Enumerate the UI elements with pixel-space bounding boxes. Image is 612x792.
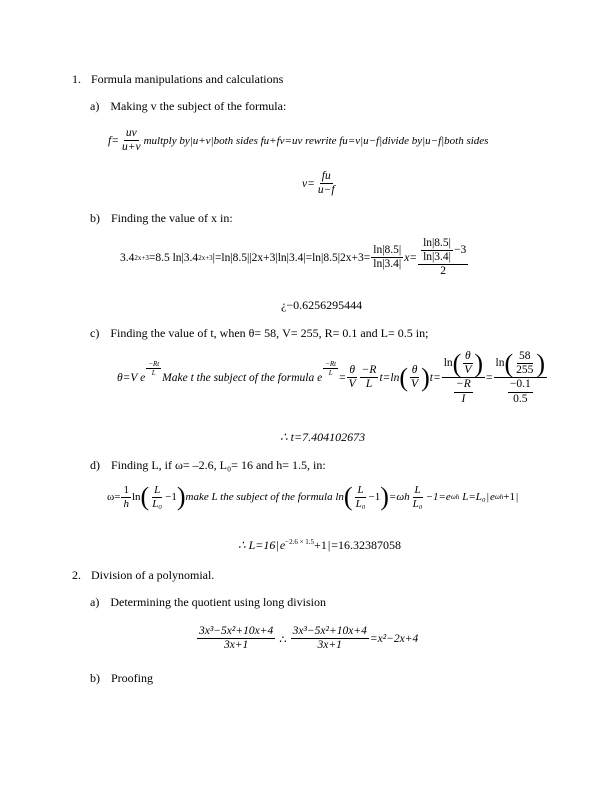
item-1a-heading bbox=[90, 99, 286, 114]
eq-text: x= bbox=[404, 251, 418, 264]
item-label: d) bbox=[90, 458, 100, 472]
item-label: b) bbox=[90, 211, 100, 225]
exponent-fraction bbox=[323, 360, 338, 377]
fraction bbox=[291, 625, 369, 652]
result-text: +1 bbox=[314, 538, 327, 552]
equation-1a-1 bbox=[108, 127, 488, 154]
item-1d-heading bbox=[90, 458, 326, 473]
eq-text: ω= bbox=[107, 491, 121, 504]
item-1c-heading bbox=[90, 326, 428, 341]
item-label: a) bbox=[90, 99, 100, 113]
numerator: −R bbox=[360, 364, 379, 378]
numerator: ln|8.5| bbox=[421, 237, 453, 251]
denominator: ln|3.4| bbox=[423, 251, 451, 264]
denominator: V bbox=[348, 378, 356, 391]
item-text: Finding the value of x in: bbox=[111, 211, 233, 225]
item-2a-heading bbox=[90, 595, 326, 610]
denominator: L bbox=[365, 378, 373, 391]
eq-text: −1 bbox=[165, 491, 177, 504]
denominator: L₀ bbox=[355, 497, 366, 510]
eq-text: ln bbox=[495, 357, 505, 370]
eq-text: t= bbox=[429, 371, 441, 384]
numerator: θ bbox=[463, 350, 473, 364]
equation-1a-2 bbox=[302, 170, 338, 197]
equation-1b-1 bbox=[120, 237, 469, 279]
exponent: ωh bbox=[494, 493, 504, 502]
numerator: −0.1 bbox=[508, 378, 533, 392]
fraction bbox=[411, 484, 425, 510]
denominator: L bbox=[328, 369, 333, 378]
numerator: θ bbox=[410, 364, 420, 378]
item-text: Determining the quotient using long division bbox=[110, 595, 326, 609]
fraction bbox=[409, 364, 420, 391]
equation-1c: θ=V e $\frac{-Rt}{L}$ Make t the subject of the formula e $\frac{-Rt}{L}$ = $\frac{\theta}{V}$ $\frac{-R}{L}$ t=ln ( $\frac{\theta}{V}$ ) t= ln ( $\frac{\theta}{V}$ ) $\frac{-R}{I}$ = ln ( $\frac{58}{255}$ ) $\frac{-0.1}{0.5}$ bbox=[117, 348, 546, 405]
result-1b bbox=[281, 298, 362, 313]
denominator: 0.5 bbox=[513, 392, 528, 405]
equation-2a bbox=[196, 625, 418, 652]
eq-text: t=ln bbox=[379, 371, 400, 384]
section-number: 1. bbox=[72, 72, 81, 86]
eq-text: +1 bbox=[503, 491, 516, 504]
numerator: L bbox=[414, 484, 421, 496]
fraction bbox=[354, 484, 368, 510]
eq-text: = bbox=[339, 371, 346, 384]
fraction bbox=[197, 625, 275, 652]
numerator: 3x³−5x²+10x+4 bbox=[291, 625, 369, 639]
eq-text: ln bbox=[131, 491, 141, 504]
denominator: 3x+1 bbox=[317, 639, 342, 652]
fraction bbox=[454, 378, 473, 405]
result-text: ∴ t=7.404102673 bbox=[280, 430, 366, 444]
nested-fraction bbox=[418, 237, 468, 279]
exponent-fraction bbox=[146, 360, 161, 377]
eq-text: −1=e bbox=[425, 491, 451, 504]
item-2b-heading bbox=[90, 671, 153, 686]
eq-text: |=ln|8.5||2x+3|ln|3.4|=ln|8.5|2x+3= bbox=[212, 251, 371, 264]
denominator: 255 bbox=[516, 364, 534, 377]
eq-text: e bbox=[489, 491, 495, 504]
numerator: −R bbox=[454, 378, 473, 392]
fraction bbox=[120, 127, 143, 154]
result-1c bbox=[280, 430, 365, 445]
eq-text: v= bbox=[302, 177, 315, 190]
eq-text: =x²−2x+4 bbox=[369, 632, 419, 645]
section-number: 2. bbox=[72, 568, 81, 582]
numerator: 1 bbox=[123, 484, 129, 496]
fraction bbox=[121, 484, 131, 510]
fraction bbox=[514, 350, 535, 377]
eq-text: L=L₀ bbox=[462, 491, 486, 504]
eq-text: Make t the subject of the formula e bbox=[162, 371, 323, 384]
section-1-heading bbox=[72, 72, 283, 87]
numerator: fu bbox=[320, 170, 333, 184]
denominator: h bbox=[123, 497, 129, 510]
denominator: I bbox=[461, 392, 466, 405]
denominator: L bbox=[151, 369, 156, 378]
denominator: 2 bbox=[440, 265, 447, 278]
fraction bbox=[347, 364, 358, 391]
section-title: Division of a polynomial. bbox=[91, 568, 215, 582]
fraction bbox=[360, 364, 379, 391]
item-text: Proofing bbox=[111, 671, 153, 685]
exponent: 2x+3 bbox=[198, 253, 213, 262]
numerator: L bbox=[154, 484, 161, 496]
nested-fraction: ln ( $\frac{\theta}{V}$ ) $\frac{-R}{I}$ bbox=[443, 348, 484, 405]
eq-text: θ=V e bbox=[117, 371, 146, 384]
eq-text: =8.5 ln|3.4 bbox=[148, 251, 199, 264]
denominator: L₀ bbox=[152, 497, 163, 510]
section-2-heading bbox=[72, 568, 214, 583]
result-text: =16.32387058 bbox=[331, 538, 402, 552]
result-text: ¿−0.6256295444 bbox=[281, 298, 363, 312]
denominator: u−f bbox=[317, 184, 335, 197]
numerator: −Rt bbox=[148, 360, 160, 369]
item-label: c) bbox=[90, 326, 100, 340]
denominator: 3x+1 bbox=[223, 639, 249, 652]
exponent: −2.6 × 1.5 bbox=[285, 538, 315, 546]
denominator: V bbox=[411, 378, 419, 391]
item-1b-heading bbox=[90, 211, 233, 226]
numerator: θ bbox=[347, 364, 357, 378]
fraction bbox=[421, 237, 453, 264]
denominator: u+v bbox=[121, 141, 141, 154]
eq-text: f= bbox=[108, 134, 119, 147]
eq-text: ∴ bbox=[279, 633, 287, 646]
eq-text: make L the subject of the formula ln bbox=[185, 491, 344, 504]
item-label: a) bbox=[90, 595, 100, 609]
item-text: Finding the value of t, when θ= 58, V= 255, R= 0.1 and L= 0.5 in; bbox=[110, 326, 429, 340]
fraction bbox=[462, 350, 473, 377]
result-1d: ∴ $L=16|e^{-2.6 \times 1.5}+1|=16.32387058$ bbox=[238, 538, 402, 552]
result-text: e bbox=[279, 538, 286, 552]
eq-text: −1 bbox=[368, 491, 381, 504]
eq-text: 3.4 bbox=[120, 251, 135, 264]
numerator: −Rt bbox=[325, 360, 337, 369]
nested-fraction: ln ( $\frac{58}{255}$ ) $\frac{-0.1}{0.5}$ bbox=[495, 348, 546, 405]
numerator: L bbox=[357, 484, 364, 496]
exponent: 2x+3 bbox=[134, 253, 149, 262]
exponent: ωh bbox=[450, 493, 460, 502]
section-title: Formula manipulations and calculations bbox=[91, 72, 284, 86]
fraction bbox=[150, 484, 164, 510]
fraction bbox=[508, 378, 533, 405]
eq-text: =ωh bbox=[388, 491, 410, 504]
denominator: ln|3.4| bbox=[373, 258, 402, 271]
item-label: b) bbox=[90, 671, 100, 685]
item-text: Finding L, if ω= –2.6, L₀= 16 and h= 1.5, in: bbox=[111, 458, 326, 472]
numerator: uv bbox=[124, 127, 139, 141]
item-text: Making v the subject of the formula: bbox=[110, 99, 287, 113]
equation-1d: ω= $\frac{1}{h}$ ln ( $\frac{L}{\text{L₀}}$ −1 ) make L the subject of the formula ln ( $\frac{L}{\text{L₀}}$ −1 ) =ωh $\frac{L}{\text{L₀}}$ −1=e ωh L=L₀ | e ωh +1 | bbox=[107, 482, 519, 512]
numerator: ln|8.5| bbox=[371, 244, 403, 258]
numerator: 3x³−5x²+10x+4 bbox=[197, 625, 275, 639]
eq-text: −3 bbox=[454, 244, 467, 257]
eq-text: ln bbox=[443, 357, 453, 370]
denominator: V bbox=[464, 364, 472, 377]
result-text: ∴ L=16 bbox=[238, 538, 276, 552]
numerator: 58 bbox=[517, 350, 533, 364]
eq-text: multply by|u+v|both sides fu+fv=uv rewrite fu=v|u−f|divide by|u−f|both sides bbox=[143, 134, 489, 147]
fraction bbox=[316, 170, 337, 197]
eq-text: = bbox=[486, 371, 493, 384]
fraction bbox=[371, 244, 403, 271]
denominator: L₀ bbox=[412, 497, 423, 510]
